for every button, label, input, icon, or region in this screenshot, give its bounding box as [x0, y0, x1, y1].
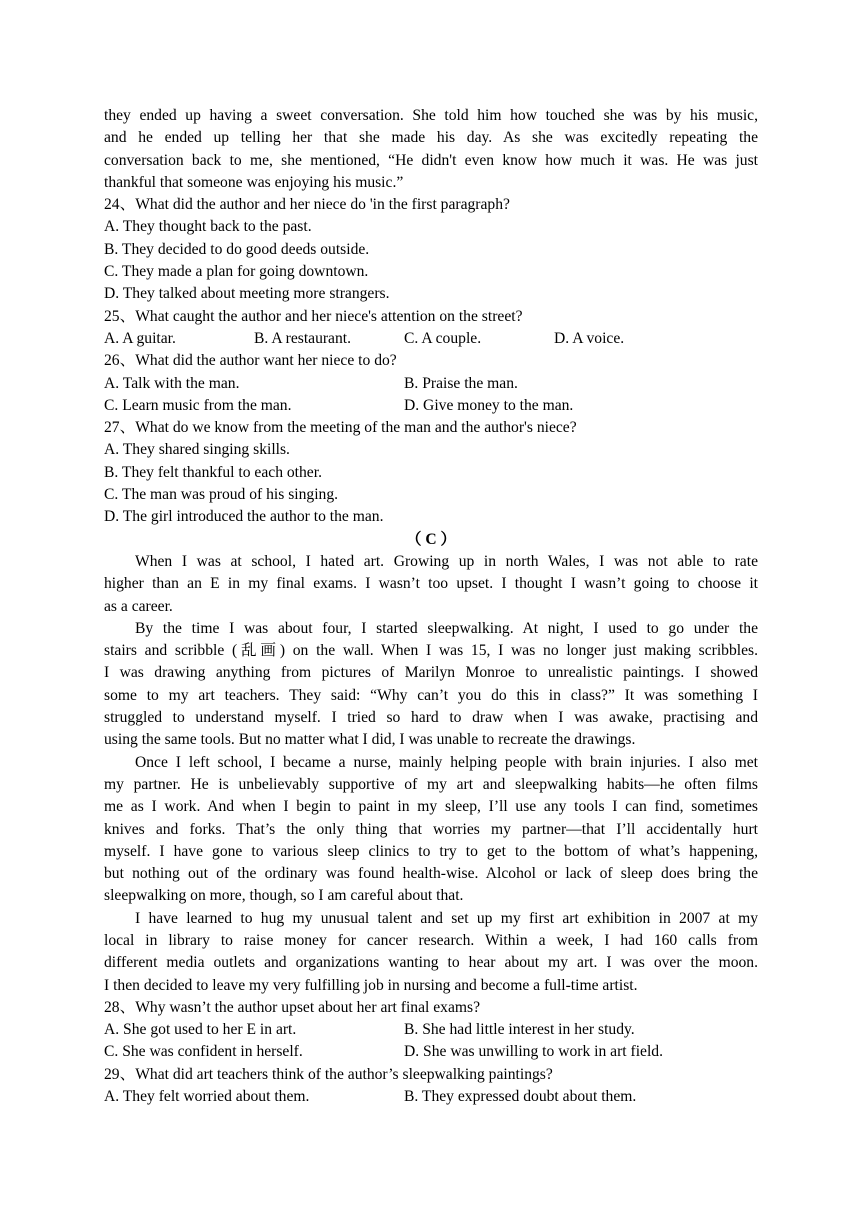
text-line: By the time I was about four, I started sleepwalking. At night, I used to go under the [135, 619, 758, 637]
question-24 [104, 194, 758, 305]
question-27 [104, 417, 758, 528]
text-line: as a career. [104, 597, 173, 615]
text-line: they ended up having a sweet conversation. She told him how touched she was by his music, [104, 107, 758, 124]
option-c: C. A couple. [404, 329, 482, 347]
text-line: but nothing out of the ordinary was found health-wise. Alcohol or lack of sleep does bring the [104, 865, 758, 883]
option-d: D. Give money to the man. [404, 396, 574, 414]
option-a: A. A guitar. [104, 329, 176, 347]
option-b: B. They expressed doubt about them. [404, 1088, 637, 1106]
text-line: I have learned to hug my unusual talent and set up my first art exhibition in 2007 at my [135, 909, 758, 927]
text-line: some to my art teachers. They said: “Why can’t you do this in class?” It was something I [104, 686, 758, 704]
passage-c [104, 551, 758, 997]
option-a: A. Talk with the man. [104, 374, 240, 392]
option-b: B. Praise the man. [404, 374, 518, 392]
question-text: 26、What did the author want her niece to do? [104, 352, 397, 370]
options-row [104, 1086, 758, 1108]
paragraph [104, 618, 758, 752]
paragraph [104, 908, 758, 997]
text-line: and he ended up telling her that she made his day. As she was excitedly repeating the [104, 129, 758, 147]
option-b: B. She had little interest in her study. [404, 1021, 635, 1039]
text-line: struggled to understand myself. I tried so hard to draw when I was awake, practising and [104, 709, 758, 727]
options-row [104, 328, 758, 350]
text-line: conversation back to me, she mentioned, “He didn't even know how much it was. He was just [104, 151, 758, 169]
question-text: 29、What did art teachers think of the author’s sleepwalking paintings? [104, 1065, 553, 1083]
text-line: using the same tools. But no matter what I did, I was unable to recreate the drawings. [104, 731, 636, 749]
paragraph [104, 752, 758, 908]
question-25 [104, 306, 758, 351]
text-line: thankful that someone was enjoying his music.” [104, 173, 404, 191]
question-text: 28、Why wasn’t the author upset about her art final exams? [104, 998, 481, 1016]
option-a: A. She got used to her E in art. [104, 1021, 297, 1039]
option-b: B. They decided to do good deeds outside. [104, 240, 370, 258]
text-line: my partner. He is unbelievably supportive of my art and sleepwalking habits—he often films [104, 775, 758, 793]
option-d: D. The girl introduced the author to the man. [104, 508, 384, 526]
text-line: different media outlets and organizations wanting to hear about my art. I was over the moon. [104, 954, 758, 972]
question-29 [104, 1064, 758, 1109]
option-a: A. They felt worried about them. [104, 1088, 310, 1106]
option-a: A. They thought back to the past. [104, 218, 312, 236]
text-line: When I was at school, I hated art. Growing up in north Wales, I was not able to rate [135, 552, 758, 570]
question-28 [104, 997, 758, 1064]
option-c: C. She was confident in herself. [104, 1043, 303, 1061]
text-line: stairs and scribble (乱画) on the wall. When I was 15, I was no longer just making scribbles. [104, 642, 758, 660]
question-26 [104, 350, 758, 417]
text-line: I then decided to leave my very fulfilling job in nursing and become a full-time artist. [104, 976, 638, 994]
options-row [104, 1041, 758, 1063]
passage-b-ending [104, 105, 758, 194]
options-row [104, 373, 758, 395]
option-d: D. She was unwilling to work in art field. [404, 1043, 663, 1061]
option-b: B. A restaurant. [254, 329, 352, 347]
document-page [104, 105, 758, 1108]
option-d: D. They talked about meeting more strangers. [104, 285, 390, 303]
question-text: 24、What did the author and her niece do 'in the first paragraph? [104, 196, 510, 214]
text-line: I was drawing anything from pictures of Marilyn Monroe to unrealistic paintings. I showed [104, 664, 758, 682]
option-a: A. They shared singing skills. [104, 441, 290, 459]
text-line: myself. I have gone to various sleep clinics to try to get to the bottom of what’s happening, [104, 842, 758, 860]
option-c: C. They made a plan for going downtown. [104, 263, 369, 281]
option-c: C. Learn music from the man. [104, 396, 292, 414]
options-row [104, 1019, 758, 1041]
section-title: （ C ） [405, 530, 457, 548]
question-text: 25、What caught the author and her niece's attention on the street? [104, 307, 523, 325]
paragraph [104, 551, 758, 618]
question-text: 27、What do we know from the meeting of the man and the author's niece? [104, 419, 577, 437]
text-line: sleepwalking on more, though, so I am careful about that. [104, 887, 464, 905]
option-b: B. They felt thankful to each other. [104, 463, 322, 481]
options-row [104, 395, 758, 417]
text-line: local in library to raise money for cancer research. Within a week, I had 160 calls from [104, 931, 758, 949]
option-d: D. A voice. [554, 329, 625, 347]
text-line: me as I work. And when I begin to paint in my sleep, I’ll use any tools I can find, sometimes [104, 798, 758, 816]
text-line: Once I left school, I became a nurse, mainly helping people with brain injuries. I also met [135, 753, 758, 771]
text-line: higher than an E in my final exams. I wasn’t too upset. I thought I wasn’t going to choose it [104, 575, 758, 593]
text-line: knives and forks. That’s the only thing that worries my partner—that I’ll accidentally hurt [104, 820, 758, 838]
option-c: C. The man was proud of his singing. [104, 486, 339, 504]
